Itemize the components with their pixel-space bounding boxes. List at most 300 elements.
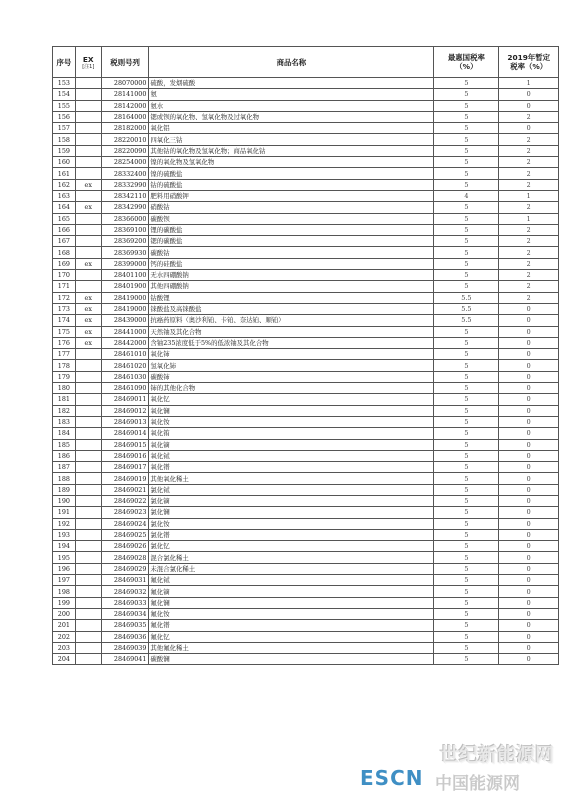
row-name: 氟化镝 <box>149 586 434 597</box>
row-temp-rate: 1 <box>499 190 559 201</box>
row-name: 氧化钇 <box>149 394 434 405</box>
row-temp-rate: 2 <box>499 247 559 258</box>
table-row <box>53 202 559 213</box>
row-ex <box>75 123 101 134</box>
table-row <box>53 439 559 450</box>
row-mfn-rate: 5 <box>434 111 499 122</box>
row-seq: 201 <box>53 620 76 631</box>
row-name: 氟化铽 <box>149 575 434 586</box>
row-temp-rate: 0 <box>499 371 559 382</box>
watermark-sub-text: 中国能源网 <box>435 774 520 794</box>
row-seq: 161 <box>53 168 76 179</box>
row-mfn-rate: 5 <box>434 608 499 619</box>
watermark-escn-logo: ESCN <box>360 766 424 790</box>
row-temp-rate: 0 <box>499 484 559 495</box>
table-row <box>53 575 559 586</box>
row-code: 28469032 <box>101 586 149 597</box>
row-temp-rate: 0 <box>499 416 559 427</box>
table-row <box>53 473 559 484</box>
row-mfn-rate: 5 <box>434 168 499 179</box>
row-code: 28461010 <box>101 349 149 360</box>
row-temp-rate: 0 <box>499 473 559 484</box>
row-code: 28220090 <box>101 145 149 156</box>
row-code: 28442000 <box>101 337 149 348</box>
row-mfn-rate: 5 <box>434 360 499 371</box>
row-mfn-rate: 5 <box>434 597 499 608</box>
row-name: 氯化钇 <box>149 541 434 552</box>
row-mfn-rate: 5 <box>434 258 499 269</box>
row-temp-rate: 2 <box>499 168 559 179</box>
row-temp-rate: 2 <box>499 179 559 190</box>
row-name: 氧化镨 <box>149 462 434 473</box>
row-ex <box>75 642 101 653</box>
table-row <box>53 450 559 461</box>
row-code: 28469012 <box>101 405 149 416</box>
table-row <box>53 168 559 179</box>
row-ex <box>75 552 101 563</box>
row-code: 28469031 <box>101 575 149 586</box>
row-name: 镍的氧化物及氢氧化物 <box>149 157 434 168</box>
table-body <box>53 78 559 665</box>
row-mfn-rate: 5 <box>434 236 499 247</box>
row-name: 其他四硼酸钠 <box>149 281 434 292</box>
row-ex <box>75 100 101 111</box>
row-temp-rate: 0 <box>499 100 559 111</box>
row-code: 28254000 <box>101 157 149 168</box>
row-ex <box>75 157 101 168</box>
row-mfn-rate: 5 <box>434 642 499 653</box>
row-ex <box>75 383 101 394</box>
row-ex <box>75 190 101 201</box>
row-seq: 178 <box>53 360 76 371</box>
table-row <box>53 563 559 574</box>
row-temp-rate: 2 <box>499 145 559 156</box>
row-ex <box>75 213 101 224</box>
table-row <box>53 213 559 224</box>
table-row <box>53 597 559 608</box>
row-mfn-rate: 5 <box>434 484 499 495</box>
row-temp-rate: 0 <box>499 586 559 597</box>
row-code: 28469022 <box>101 495 149 506</box>
header-ex <box>75 47 101 78</box>
row-ex <box>75 416 101 427</box>
row-ex: ex <box>75 326 101 337</box>
row-seq: 174 <box>53 315 76 326</box>
row-name: 其他钴的氧化物及氢氧化物；商品氧化钴 <box>149 145 434 156</box>
table-row <box>53 586 559 597</box>
row-code: 28469034 <box>101 608 149 619</box>
row-code: 28469033 <box>101 597 149 608</box>
table-row <box>53 281 559 292</box>
row-code: 28141000 <box>101 89 149 100</box>
row-seq: 165 <box>53 213 76 224</box>
row-code: 28332400 <box>101 168 149 179</box>
row-mfn-rate: 5.5 <box>434 315 499 326</box>
row-name: 氨水 <box>149 100 434 111</box>
header-ex-label: EX <box>82 54 94 64</box>
row-mfn-rate: 5 <box>434 270 499 281</box>
row-code: 28342990 <box>101 202 149 213</box>
row-temp-rate: 2 <box>499 270 559 281</box>
table-row <box>53 303 559 314</box>
row-code: 28401900 <box>101 281 149 292</box>
row-mfn-rate: 5 <box>434 563 499 574</box>
row-code: 28461030 <box>101 371 149 382</box>
row-seq: 164 <box>53 202 76 213</box>
row-code: 28469028 <box>101 552 149 563</box>
row-mfn-rate: 5 <box>434 495 499 506</box>
table-row <box>53 484 559 495</box>
row-mfn-rate: 5 <box>434 439 499 450</box>
row-temp-rate: 0 <box>499 507 559 518</box>
row-mfn-rate: 5 <box>434 157 499 168</box>
table-row <box>53 326 559 337</box>
table-row <box>53 360 559 371</box>
row-temp-rate: 0 <box>499 349 559 360</box>
row-seq: 156 <box>53 111 76 122</box>
row-temp-rate: 2 <box>499 157 559 168</box>
row-code: 28439000 <box>101 315 149 326</box>
row-seq: 184 <box>53 428 76 439</box>
row-name: 钙的硅酸盐 <box>149 258 434 269</box>
row-name: 锂的碳酸盐 <box>149 224 434 235</box>
row-code: 28461020 <box>101 360 149 371</box>
row-temp-rate: 0 <box>499 575 559 586</box>
row-ex: ex <box>75 292 101 303</box>
row-mfn-rate: 5 <box>434 349 499 360</box>
row-name: 氟化钕 <box>149 608 434 619</box>
row-ex <box>75 507 101 518</box>
row-mfn-rate: 5 <box>434 541 499 552</box>
table-row <box>53 134 559 145</box>
row-seq: 162 <box>53 179 76 190</box>
row-mfn-rate: 5 <box>434 450 499 461</box>
row-mfn-rate: 5 <box>434 654 499 665</box>
table-row <box>53 78 559 89</box>
header-seq: 序号 <box>53 47 76 78</box>
row-ex <box>75 620 101 631</box>
row-temp-rate: 0 <box>499 597 559 608</box>
row-ex <box>75 473 101 484</box>
row-ex: ex <box>75 337 101 348</box>
row-name: 氯化镨 <box>149 529 434 540</box>
row-seq: 202 <box>53 631 76 642</box>
row-name: 氢氧化铈 <box>149 360 434 371</box>
header-mfn-rate: 最惠国税率 （%） <box>434 47 499 78</box>
row-code: 28182000 <box>101 123 149 134</box>
row-mfn-rate: 5 <box>434 405 499 416</box>
row-mfn-rate: 5 <box>434 473 499 484</box>
header-temp-rate: 2019年暂定 税率（%） <box>499 47 559 78</box>
row-ex <box>75 168 101 179</box>
row-ex <box>75 111 101 122</box>
row-temp-rate: 0 <box>499 608 559 619</box>
row-mfn-rate: 5 <box>434 631 499 642</box>
row-code: 28469026 <box>101 541 149 552</box>
row-name: 四氧化三钴 <box>149 134 434 145</box>
row-mfn-rate: 5 <box>434 89 499 100</box>
row-code: 28399000 <box>101 258 149 269</box>
header-row <box>53 47 559 78</box>
row-ex <box>75 654 101 665</box>
row-code: 28332990 <box>101 179 149 190</box>
row-ex <box>75 631 101 642</box>
table-row <box>53 552 559 563</box>
row-seq: 194 <box>53 541 76 552</box>
table-row <box>53 89 559 100</box>
row-code: 28469036 <box>101 631 149 642</box>
row-mfn-rate: 5 <box>434 586 499 597</box>
row-seq: 190 <box>53 495 76 506</box>
table-row <box>53 270 559 281</box>
row-mfn-rate: 5 <box>434 179 499 190</box>
row-temp-rate: 0 <box>499 495 559 506</box>
row-mfn-rate: 5 <box>434 371 499 382</box>
row-temp-rate: 0 <box>499 337 559 348</box>
row-temp-rate: 0 <box>499 642 559 653</box>
row-seq: 203 <box>53 642 76 653</box>
row-temp-rate: 0 <box>499 123 559 134</box>
row-seq: 176 <box>53 337 76 348</box>
row-ex <box>75 405 101 416</box>
row-mfn-rate: 5 <box>434 145 499 156</box>
row-code: 28469015 <box>101 439 149 450</box>
row-ex <box>75 518 101 529</box>
row-code: 28469017 <box>101 462 149 473</box>
row-code: 28142000 <box>101 100 149 111</box>
row-seq: 187 <box>53 462 76 473</box>
row-ex: ex <box>75 202 101 213</box>
row-code: 28469011 <box>101 394 149 405</box>
row-code: 28469024 <box>101 518 149 529</box>
row-mfn-rate: 5 <box>434 620 499 631</box>
row-name: 氧化镝 <box>149 439 434 450</box>
row-seq: 153 <box>53 78 76 89</box>
table-row <box>53 145 559 156</box>
row-temp-rate: 0 <box>499 360 559 371</box>
row-code: 28070000 <box>101 78 149 89</box>
row-code: 28469013 <box>101 416 149 427</box>
row-seq: 157 <box>53 123 76 134</box>
watermark-cn-text: 世纪新能源网 <box>439 744 554 766</box>
row-ex <box>75 247 101 258</box>
table-row <box>53 518 559 529</box>
row-code: 28369930 <box>101 247 149 258</box>
row-code: 28469039 <box>101 642 149 653</box>
row-temp-rate: 0 <box>499 450 559 461</box>
row-temp-rate: 2 <box>499 111 559 122</box>
row-mfn-rate: 5 <box>434 518 499 529</box>
row-temp-rate: 0 <box>499 620 559 631</box>
row-code: 28401100 <box>101 270 149 281</box>
row-seq: 177 <box>53 349 76 360</box>
table-row <box>53 631 559 642</box>
row-name: 氟化钇 <box>149 631 434 642</box>
row-seq: 204 <box>53 654 76 665</box>
row-seq: 160 <box>53 157 76 168</box>
row-mfn-rate: 5 <box>434 202 499 213</box>
table-row <box>53 111 559 122</box>
row-name: 氧化铽 <box>149 450 434 461</box>
row-ex <box>75 608 101 619</box>
row-mfn-rate: 5 <box>434 100 499 111</box>
row-temp-rate: 0 <box>499 518 559 529</box>
row-seq: 186 <box>53 450 76 461</box>
row-seq: 172 <box>53 292 76 303</box>
row-name: 氟化镧 <box>149 597 434 608</box>
row-name: 氧化铕 <box>149 428 434 439</box>
row-seq: 191 <box>53 507 76 518</box>
row-seq: 158 <box>53 134 76 145</box>
table-row <box>53 541 559 552</box>
row-name: 氧化钕 <box>149 416 434 427</box>
row-ex <box>75 224 101 235</box>
table-row <box>53 608 559 619</box>
row-mfn-rate: 5 <box>434 552 499 563</box>
row-code: 28469021 <box>101 484 149 495</box>
row-ex <box>75 89 101 100</box>
table-row <box>53 405 559 416</box>
row-ex <box>75 281 101 292</box>
row-name: 其他氟化稀土 <box>149 642 434 653</box>
row-mfn-rate: 5 <box>434 507 499 518</box>
row-seq: 159 <box>53 145 76 156</box>
row-ex <box>75 145 101 156</box>
row-temp-rate: 0 <box>499 541 559 552</box>
row-seq: 200 <box>53 608 76 619</box>
table-row <box>53 383 559 394</box>
row-code: 28469025 <box>101 529 149 540</box>
row-temp-rate: 0 <box>499 529 559 540</box>
row-seq: 182 <box>53 405 76 416</box>
row-temp-rate: 0 <box>499 394 559 405</box>
row-seq: 196 <box>53 563 76 574</box>
row-ex <box>75 134 101 145</box>
row-ex <box>75 462 101 473</box>
row-temp-rate: 2 <box>499 224 559 235</box>
row-name: 碳酸钴 <box>149 247 434 258</box>
row-name: 氧化铈 <box>149 349 434 360</box>
row-name: 氨 <box>149 89 434 100</box>
row-mfn-rate: 5 <box>434 462 499 473</box>
row-ex <box>75 360 101 371</box>
row-temp-rate: 0 <box>499 303 559 314</box>
table-row <box>53 224 559 235</box>
row-seq: 155 <box>53 100 76 111</box>
row-seq: 198 <box>53 586 76 597</box>
row-seq: 181 <box>53 394 76 405</box>
row-code: 28369200 <box>101 236 149 247</box>
row-name: 碳酸钡 <box>149 213 434 224</box>
row-name: 钴酸锂 <box>149 292 434 303</box>
row-temp-rate: 0 <box>499 89 559 100</box>
row-seq: 197 <box>53 575 76 586</box>
row-code: 28469041 <box>101 654 149 665</box>
row-mfn-rate: 5 <box>434 134 499 145</box>
row-ex <box>75 394 101 405</box>
row-seq: 170 <box>53 270 76 281</box>
table-row <box>53 337 559 348</box>
row-code: 28469023 <box>101 507 149 518</box>
row-code: 28220010 <box>101 134 149 145</box>
row-mfn-rate: 5 <box>434 247 499 258</box>
row-code: 28461090 <box>101 383 149 394</box>
row-seq: 180 <box>53 383 76 394</box>
row-ex <box>75 78 101 89</box>
row-seq: 154 <box>53 89 76 100</box>
row-ex: ex <box>75 179 101 190</box>
row-temp-rate: 0 <box>499 405 559 416</box>
table-row <box>53 349 559 360</box>
row-code: 28369100 <box>101 224 149 235</box>
row-name: 天然铀及其化合物 <box>149 326 434 337</box>
header-code: 税则号列 <box>101 47 149 78</box>
table-row <box>53 371 559 382</box>
row-seq: 175 <box>53 326 76 337</box>
row-ex <box>75 495 101 506</box>
row-name: 氯化镝 <box>149 495 434 506</box>
table-row <box>53 157 559 168</box>
row-name: 铼酸盐及高铼酸盐 <box>149 303 434 314</box>
table-row <box>53 123 559 134</box>
row-name: 混合氯化稀土 <box>149 552 434 563</box>
row-mfn-rate: 5.5 <box>434 292 499 303</box>
row-name: 抗癌药原料（奥沙利铂、卡铂、奈达铂、顺铂） <box>149 315 434 326</box>
row-ex <box>75 484 101 495</box>
row-code: 28469029 <box>101 563 149 574</box>
row-seq: 195 <box>53 552 76 563</box>
row-temp-rate: 0 <box>499 552 559 563</box>
row-ex: ex <box>75 258 101 269</box>
table-row <box>53 247 559 258</box>
row-seq: 167 <box>53 236 76 247</box>
table-row <box>53 416 559 427</box>
row-code: 28419000 <box>101 303 149 314</box>
table-row <box>53 495 559 506</box>
row-code: 28469016 <box>101 450 149 461</box>
row-ex <box>75 575 101 586</box>
row-ex <box>75 541 101 552</box>
row-code: 28164000 <box>101 111 149 122</box>
row-mfn-rate: 5 <box>434 281 499 292</box>
row-mfn-rate: 5 <box>434 78 499 89</box>
table-row <box>53 642 559 653</box>
table-row <box>53 190 559 201</box>
row-code: 28469019 <box>101 473 149 484</box>
row-ex <box>75 563 101 574</box>
row-temp-rate: 0 <box>499 563 559 574</box>
table-row <box>53 620 559 631</box>
header-name: 商品名称 <box>149 47 434 78</box>
row-temp-rate: 0 <box>499 315 559 326</box>
row-name: 钴的硫酸盐 <box>149 179 434 190</box>
escn-watermark <box>360 740 560 796</box>
table-row <box>53 100 559 111</box>
row-code: 28441000 <box>101 326 149 337</box>
row-ex <box>75 439 101 450</box>
row-ex <box>75 586 101 597</box>
row-mfn-rate: 5 <box>434 529 499 540</box>
row-mfn-rate: 5 <box>434 224 499 235</box>
row-ex: ex <box>75 303 101 314</box>
table-row <box>53 428 559 439</box>
row-ex <box>75 597 101 608</box>
row-mfn-rate: 5 <box>434 428 499 439</box>
row-ex <box>75 428 101 439</box>
row-temp-rate: 0 <box>499 631 559 642</box>
row-seq: 185 <box>53 439 76 450</box>
row-code: 28419000 <box>101 292 149 303</box>
